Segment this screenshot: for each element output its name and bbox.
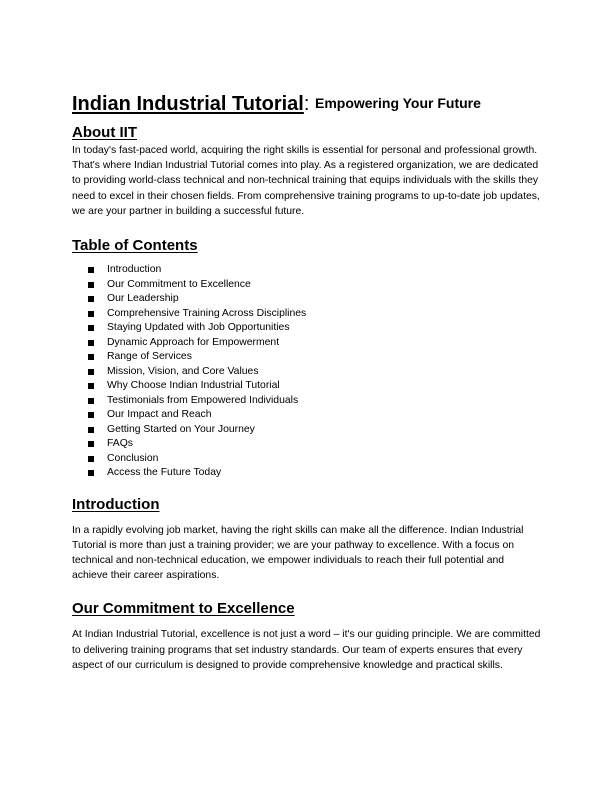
square-bullet-icon	[88, 470, 94, 476]
square-bullet-icon	[88, 398, 94, 404]
toc-item-leadership[interactable]: Our Leadership	[88, 292, 542, 307]
introduction-paragraph: In a rapidly evolving job market, having the right skills can make all the difference. Indian Industrial Tutorial is more than just a training provider; we are your pathway to excellence. With a focus on technical and non-technical education, we empower individuals to reach their full potential and achieve their career aspirations.	[72, 524, 524, 582]
square-bullet-icon	[88, 296, 94, 302]
toc-item-dynamic-approach[interactable]: Dynamic Approach for Empowerment	[88, 336, 542, 351]
document-title	[72, 90, 542, 118]
about-paragraph: In today's fast-paced world, acquiring the right skills is essential for personal and professional growth. That's where Indian Industrial Tutorial comes into play. As a registered organization, we are dedicated to providing world-class technical and non-technical training that equips individuals with the skills they need to excel in their chosen fields. From comprehensive training programs to up-to-date job updates, we are your partner in building a successful future.	[72, 145, 540, 217]
square-bullet-icon	[88, 340, 94, 346]
commitment-paragraph: At Indian Industrial Tutorial, excellence is not just a word – it's our guiding principle. We are committed to delivering training programs that set industry standards. Our team of experts ensures that every aspect of our curriculum is designed to provide comprehensive knowledge and practical skills.	[72, 629, 541, 671]
square-bullet-icon	[88, 383, 94, 389]
document-page	[72, 90, 542, 673]
toc-item-faqs[interactable]: FAQs	[88, 437, 542, 452]
toc-item-commitment[interactable]: Our Commitment to Excellence	[88, 278, 542, 293]
toc-item-services[interactable]: Range of Services	[88, 350, 542, 365]
toc-item-getting-started[interactable]: Getting Started on Your Journey	[88, 423, 542, 438]
toc-item-access-future[interactable]: Access the Future Today	[88, 466, 542, 481]
square-bullet-icon	[88, 325, 94, 331]
square-bullet-icon	[88, 369, 94, 375]
toc-item-why-choose[interactable]: Why Choose Indian Industrial Tutorial	[88, 379, 542, 394]
square-bullet-icon	[88, 267, 94, 273]
square-bullet-icon	[88, 427, 94, 433]
toc-heading: Table of Contents	[72, 237, 198, 255]
title-subtitle: Empowering Your Future	[314, 95, 481, 111]
title-main: Indian Industrial Tutorial	[72, 93, 304, 115]
square-bullet-icon	[88, 282, 94, 288]
toc-item-impact[interactable]: Our Impact and Reach	[88, 408, 542, 423]
square-bullet-icon	[88, 412, 94, 418]
about-heading: About IIT	[72, 124, 137, 141]
square-bullet-icon	[88, 354, 94, 360]
toc-item-conclusion[interactable]: Conclusion	[88, 452, 542, 467]
square-bullet-icon	[88, 456, 94, 462]
toc-item-training[interactable]: Comprehensive Training Across Disciplines	[88, 307, 542, 322]
toc-item-job-opportunities[interactable]: Staying Updated with Job Opportunities	[88, 321, 542, 336]
introduction-heading: Introduction	[72, 495, 160, 513]
toc-list	[72, 263, 542, 481]
toc-item-introduction[interactable]: Introduction	[88, 263, 542, 278]
square-bullet-icon	[88, 311, 94, 317]
commitment-heading: Our Commitment to Excellence	[72, 600, 295, 618]
toc-item-testimonials[interactable]: Testimonials from Empowered Individuals	[88, 394, 542, 409]
toc-item-mission[interactable]: Mission, Vision, and Core Values	[88, 365, 542, 380]
square-bullet-icon	[88, 441, 94, 447]
title-colon: :	[303, 93, 310, 115]
